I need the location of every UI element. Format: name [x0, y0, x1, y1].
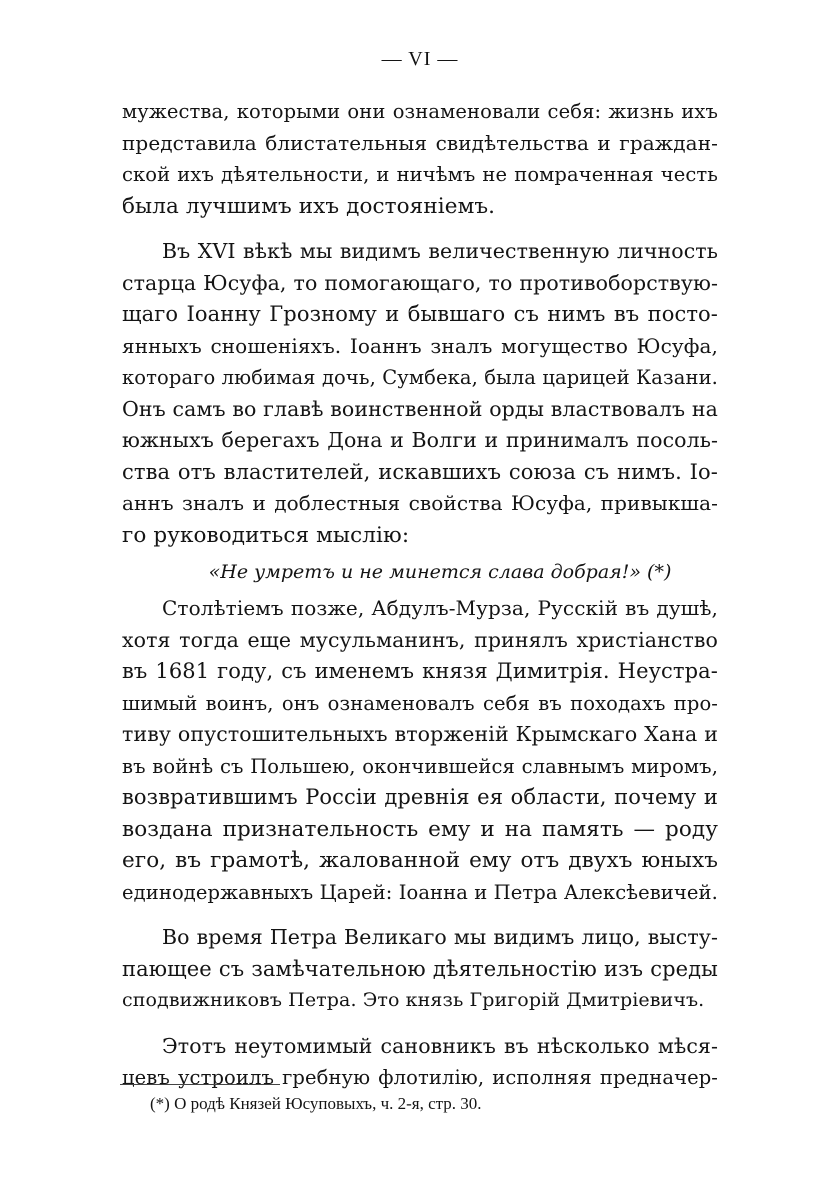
paragraph [122, 96, 718, 222]
paragraph [122, 593, 718, 908]
text-line: Въ XVI вѣкѣ мы видимъ величественную личность [162, 239, 718, 263]
text-line: въ 1681 году, съ именемъ князя Димитрія. Неустра- [122, 659, 718, 683]
text-line: пающее съ замѣчательною дѣятельностію изъ среды [122, 956, 718, 981]
text-line: шимый воинъ, онъ ознаменовалъ себя въ походахъ про- [122, 691, 718, 715]
main-text [122, 96, 718, 1094]
text-line: котораго любимая дочь, Сумбека, была царицей Казани. [122, 366, 718, 389]
quote-line: «Не умретъ и не минется слава добрая!» (*) [208, 561, 672, 583]
text-line: ства отъ властителей, искавшихъ союза съ нимъ. Іо- [122, 459, 718, 484]
text-line: воздана признательность ему и на память — роду [122, 816, 718, 842]
page-number: — VI — [381, 48, 459, 70]
text-line: его, въ грамотѣ, жалованной ему отъ двухъ юныхъ [122, 848, 718, 873]
paragraph [122, 236, 718, 551]
text-line: го руководиться мыслію: [122, 522, 410, 548]
text-line: цевъ устроилъ гребную флотилію, исполняя предначер- [122, 1066, 718, 1089]
footnote: (*) О родѣ Князей Юсуповыхъ, ч. 2-я, стр. 30. [150, 1094, 482, 1113]
text-line: Этотъ неутомимый сановникъ въ нѣсколько мѣся- [162, 1033, 718, 1058]
text-line: хотя тогда еще мусульманинъ, принялъ христіанство [122, 627, 718, 652]
text-line: единодержавныхъ Царей: Іоанна и Петра Алексѣевичей. [122, 880, 718, 904]
text-line: янныхъ сношеніяхъ. Іоаннъ зналъ могущество Юсуфа, [122, 333, 718, 358]
text-line: старца Юсуфа, то помогающаго, то противоборствую- [122, 270, 718, 295]
text-line: Онъ самъ во главѣ воинственной орды властвовалъ на [122, 396, 718, 421]
text-line: сподвижниковъ Петра. Это князь Григорій Дмитріевичъ. [122, 989, 705, 1011]
text-line: Во время Петра Великаго мы видимъ лицо, высту- [162, 925, 718, 949]
text-line: была лучшимъ ихъ достояніемъ. [122, 193, 496, 219]
text-line: аннъ зналъ и доблестныя свойства Юсуфа, привыкша- [122, 491, 718, 515]
text-line: представила блистательныя свидѣтельства и граждан- [122, 130, 718, 155]
text-line: ской ихъ дѣятельности, и ничѣмъ не помраченная честь [122, 163, 718, 186]
text-line: щаго Іоанну Грозному и бывшаго съ нимъ въ посто- [122, 302, 718, 326]
text-line: въ войнѣ съ Польшею, окончившейся славнымъ миромъ, [122, 754, 718, 778]
footnote-divider [120, 1084, 280, 1085]
text-line: мужества, которыми они ознаменовали себя: жизнь ихъ [122, 100, 718, 123]
text-line: тиву опустошительныхъ вторженій Крымскаго Хана и [122, 722, 718, 746]
text-line: Столѣтіемъ позже, Абдулъ-Мурза, Русскій въ душѣ, [162, 596, 718, 620]
text-line: возвратившимъ Россіи древнія ея области, почему и [122, 785, 718, 809]
text-line: южныхъ берегахъ Дона и Волги и принималъ посоль- [122, 428, 718, 452]
paragraph [122, 922, 718, 1017]
